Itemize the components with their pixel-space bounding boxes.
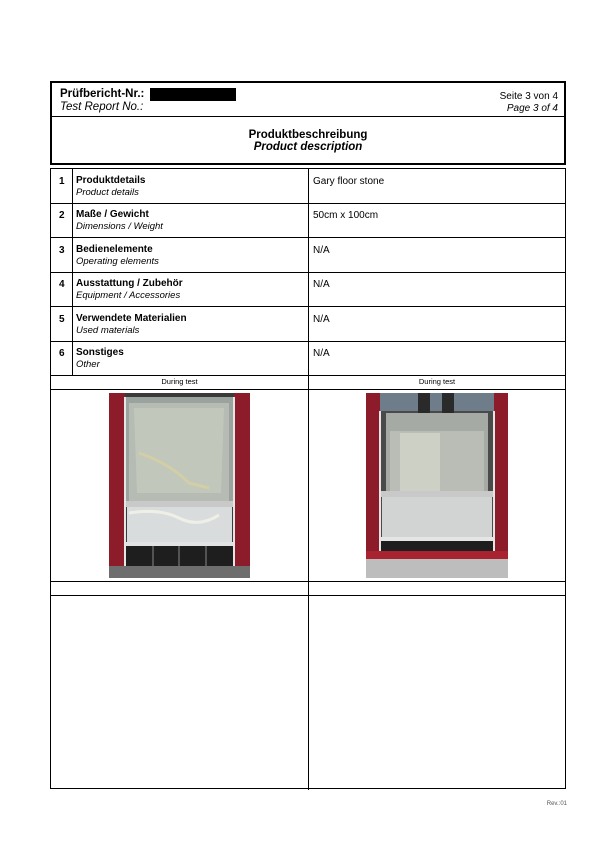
column-divider	[72, 169, 73, 375]
row-label-en: Dimensions / Weight	[76, 221, 163, 232]
row-value: Gary floor stone	[313, 176, 385, 187]
photo-caption-right: During test	[418, 377, 456, 386]
row-value: N/A	[313, 314, 330, 325]
row-label-de: Verwendete Materialien	[76, 313, 187, 324]
row-number: 6	[59, 348, 65, 359]
row-label-en: Operating elements	[76, 256, 159, 267]
row-label-en: Product details	[76, 187, 139, 198]
row-value: N/A	[313, 245, 330, 256]
report-number-label-en: Test Report No.:	[60, 101, 144, 113]
row-label-de: Bedienelemente	[76, 244, 153, 255]
row-value: N/A	[313, 279, 330, 290]
row-number: 2	[59, 210, 65, 221]
row-number: 4	[59, 279, 65, 290]
page-number-en: Page 3 of 4	[506, 103, 558, 114]
section-title-de: Produktbeschreibung	[248, 129, 368, 141]
row-label-de: Maße / Gewicht	[76, 209, 149, 220]
section-title-en: Product description	[253, 141, 363, 153]
row-label-de: Ausstattung / Zubehör	[76, 278, 183, 289]
redacted-report-number	[150, 88, 236, 101]
row-label-de: Sonstiges	[76, 347, 124, 358]
row-number: 3	[59, 245, 65, 256]
test-photo-right-image	[366, 393, 508, 578]
test-photo-left-image	[109, 393, 250, 578]
row-value: 50cm x 100cm	[313, 210, 379, 221]
row-number: 1	[59, 176, 65, 187]
report-number-label-de: Prüfbericht-Nr.:	[60, 88, 145, 100]
photo-caption-left: During test	[161, 377, 198, 386]
row-value: N/A	[313, 348, 330, 359]
revision-label: Rev.:01	[546, 801, 567, 807]
test-photo-left	[109, 393, 250, 578]
row-number: 5	[59, 314, 65, 325]
row-label-en: Other	[76, 359, 100, 370]
row-label-en: Used materials	[76, 325, 140, 336]
row-label-en: Equipment / Accessories	[76, 290, 181, 301]
row-label-de: Produktdetails	[76, 175, 146, 186]
report-header	[50, 81, 566, 165]
page-number-de: Seite 3 von 4	[499, 91, 558, 102]
header-divider	[52, 116, 564, 117]
column-divider	[308, 169, 309, 790]
test-photo-right	[366, 393, 508, 578]
product-table	[50, 168, 566, 789]
